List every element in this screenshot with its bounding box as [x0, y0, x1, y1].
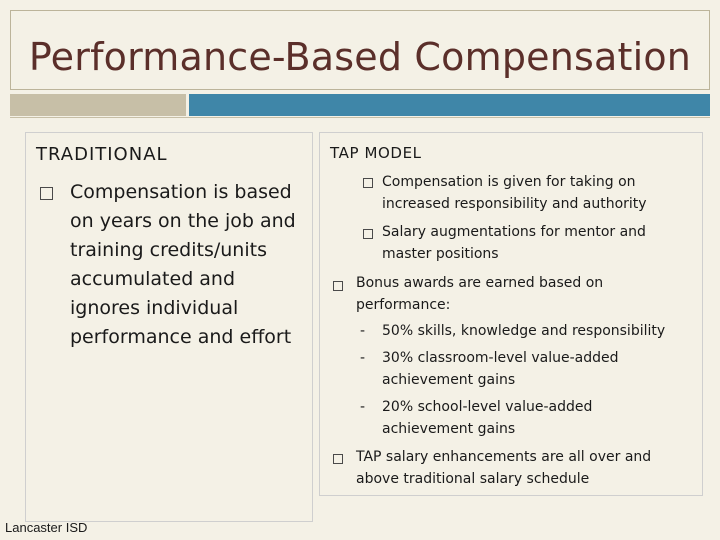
bonus-item: 30% classroom-level value-added achievement gains — [382, 350, 619, 388]
bonus-text: Bonus awards are earned based on performance: — [356, 275, 604, 313]
footer-label: Lancaster ISD — [5, 520, 88, 535]
tap-model-heading: TAP MODEL — [330, 144, 422, 162]
bonus-item: 20% school-level value-added achievement gains — [382, 399, 593, 437]
square-bullet-icon — [363, 178, 373, 188]
dash-marker: - — [360, 350, 366, 366]
dash-marker: - — [360, 323, 366, 339]
square-bullet-icon — [333, 281, 343, 291]
slide-title: Performance-Based Compensation — [28, 35, 692, 79]
square-bullet-icon — [40, 187, 53, 200]
bonus-item: 50% skills, knowledge and responsibility — [382, 323, 666, 339]
square-bullet-icon — [333, 454, 343, 464]
tap-sub-item: Salary augmentations for mentor and master positions — [382, 224, 646, 262]
header-band-edge — [10, 117, 710, 118]
tap-sub-item: Compensation is given for taking on increased responsibility and authority — [382, 174, 647, 212]
header-band-right — [189, 94, 710, 116]
title-frame — [10, 10, 710, 90]
square-bullet-icon — [363, 229, 373, 239]
header-band-left — [10, 94, 186, 116]
dash-marker: - — [360, 399, 366, 415]
tap-last-item: TAP salary enhancements are all over and above traditional salary schedule — [356, 449, 652, 487]
traditional-text: Compensation is based on years on the job and training credits/units accumulated and ignores individual performance and effort — [70, 181, 296, 348]
traditional-heading: TRADITIONAL — [36, 144, 168, 165]
